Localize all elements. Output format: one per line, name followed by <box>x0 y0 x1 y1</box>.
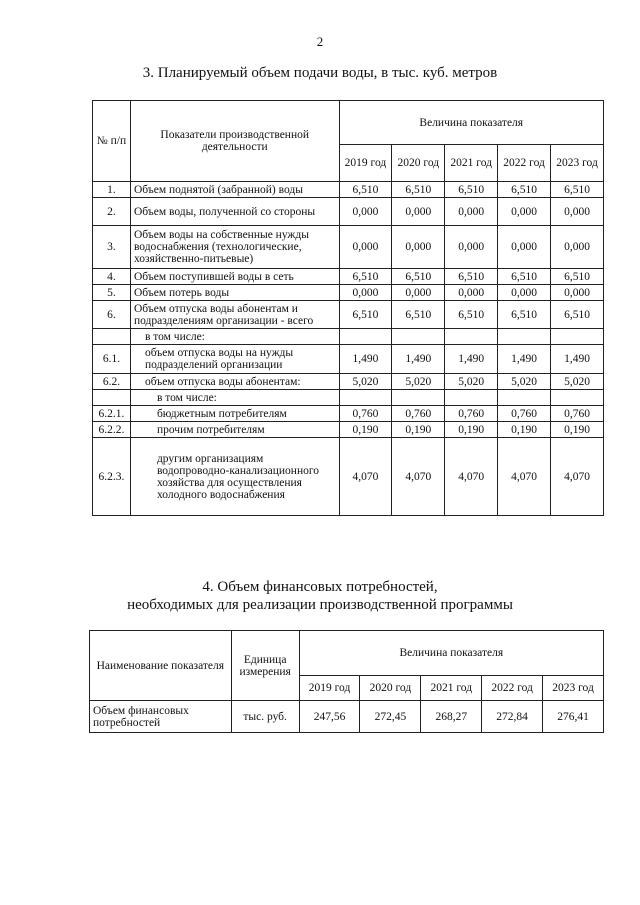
row-value: 0,760 <box>498 406 551 422</box>
water-supply-table <box>92 100 604 516</box>
header-year: 2022 год <box>498 145 551 182</box>
row-value: 6,510 <box>498 301 551 329</box>
row-value: 6,510 <box>339 269 392 285</box>
table-row <box>93 374 604 390</box>
row-value: 0,000 <box>498 285 551 301</box>
row-value: 6,510 <box>445 301 498 329</box>
row-value: 272,45 <box>360 701 421 733</box>
row-value: 6,510 <box>498 269 551 285</box>
row-label: Объем поднятой (забранной) воды <box>130 182 339 198</box>
row-value: 0,190 <box>445 422 498 438</box>
section4-title-line2: необходимых для реализации производственной программы <box>127 597 513 613</box>
row-label: объем отпуска воды абонентам: <box>130 374 339 390</box>
row-value <box>551 390 604 406</box>
row-number: 6.2.3. <box>93 438 131 516</box>
row-value: 5,020 <box>498 374 551 390</box>
header-year: 2019 год <box>299 676 360 701</box>
row-label: объем отпуска воды на нужды подразделений организации <box>130 345 339 374</box>
row-value: 1,490 <box>551 345 604 374</box>
row-value: 0,000 <box>339 285 392 301</box>
header-year: 2023 год <box>543 676 604 701</box>
row-value <box>498 329 551 345</box>
row-value <box>392 390 445 406</box>
row-number: 6.1. <box>93 345 131 374</box>
row-value: 247,56 <box>299 701 360 733</box>
header-year: 2023 год <box>551 145 604 182</box>
header-year: 2019 год <box>339 145 392 182</box>
row-value: 0,000 <box>445 285 498 301</box>
header-value-group: Величина показателя <box>339 101 603 145</box>
row-value: 6,510 <box>445 269 498 285</box>
table-row <box>93 438 604 516</box>
row-label: Объем потерь воды <box>130 285 339 301</box>
row-value: 276,41 <box>543 701 604 733</box>
row-value: 5,020 <box>445 374 498 390</box>
header-value-group: Величина показателя <box>299 631 603 676</box>
row-number: 6. <box>93 301 131 329</box>
section4-title <box>0 578 640 614</box>
row-value: 6,510 <box>445 182 498 198</box>
row-value: 0,190 <box>339 422 392 438</box>
table-row <box>93 198 604 226</box>
table-row <box>93 406 604 422</box>
row-value: 0,190 <box>392 422 445 438</box>
row-number: 6.2. <box>93 374 131 390</box>
row-number: 6.2.1. <box>93 406 131 422</box>
row-value: 4,070 <box>392 438 445 516</box>
row-label: Объем воды, полученной со стороны <box>130 198 339 226</box>
row-number: 3. <box>93 226 131 269</box>
row-number: 4. <box>93 269 131 285</box>
row-value: 0,760 <box>392 406 445 422</box>
row-value <box>498 390 551 406</box>
row-value: 0,000 <box>551 198 604 226</box>
row-value: 0,000 <box>498 226 551 269</box>
header-year: 2020 год <box>392 145 445 182</box>
table-row <box>90 701 604 733</box>
section4-title-line1: 4. Объем финансовых потребностей, <box>202 579 438 595</box>
header-name: Наименование показателя <box>90 631 232 701</box>
row-value: 6,510 <box>392 269 445 285</box>
row-value: 5,020 <box>551 374 604 390</box>
table-row <box>93 285 604 301</box>
row-value: 0,190 <box>498 422 551 438</box>
row-number <box>93 329 131 345</box>
header-unit: Единица измерения <box>231 631 299 701</box>
row-value: 0,000 <box>339 198 392 226</box>
table-row <box>93 329 604 345</box>
row-value: 6,510 <box>551 301 604 329</box>
row-value: 0,760 <box>551 406 604 422</box>
row-label: в том числе: <box>130 329 339 345</box>
table-row <box>93 422 604 438</box>
row-number: 5. <box>93 285 131 301</box>
row-value: 0,190 <box>551 422 604 438</box>
row-label: прочим потребителям <box>130 422 339 438</box>
row-value <box>551 329 604 345</box>
header-year: 2021 год <box>421 676 482 701</box>
row-value: 5,020 <box>392 374 445 390</box>
table-row <box>93 345 604 374</box>
row-value: 0,000 <box>551 226 604 269</box>
row-value: 4,070 <box>445 438 498 516</box>
row-value <box>339 390 392 406</box>
row-value: 4,070 <box>339 438 392 516</box>
page-number: 2 <box>316 34 324 49</box>
row-value: 6,510 <box>339 182 392 198</box>
row-value: 6,510 <box>551 269 604 285</box>
row-value: 0,000 <box>551 285 604 301</box>
row-number: 6.2.2. <box>93 422 131 438</box>
row-value <box>445 329 498 345</box>
table-row <box>93 269 604 285</box>
header-year: 2021 год <box>445 145 498 182</box>
table-row <box>93 301 604 329</box>
table-row <box>93 226 604 269</box>
row-value: 6,510 <box>339 301 392 329</box>
row-value: 6,510 <box>392 182 445 198</box>
table-row <box>93 182 604 198</box>
row-value: 0,000 <box>445 198 498 226</box>
row-value: 6,510 <box>551 182 604 198</box>
row-value: 1,490 <box>392 345 445 374</box>
row-label: Объем отпуска воды абонентам и подразделениям организации - всего <box>130 301 339 329</box>
row-label: другим организациям водопроводно-канализационного хозяйства для осуществления холодного водоснабжения <box>130 438 339 516</box>
row-number: 2. <box>93 198 131 226</box>
row-value: 0,000 <box>498 198 551 226</box>
row-unit: тыс. руб. <box>231 701 299 733</box>
row-value: 0,760 <box>445 406 498 422</box>
row-value: 4,070 <box>498 438 551 516</box>
header-indicator: Показатели производственной деятельности <box>130 101 339 182</box>
row-value: 0,000 <box>392 285 445 301</box>
row-label: бюджетным потребителям <box>130 406 339 422</box>
row-value: 5,020 <box>339 374 392 390</box>
financial-needs-table <box>89 630 604 733</box>
row-value: 1,490 <box>498 345 551 374</box>
row-value: 4,070 <box>551 438 604 516</box>
row-value <box>339 329 392 345</box>
row-label: в том числе: <box>130 390 339 406</box>
row-value: 0,760 <box>339 406 392 422</box>
row-value: 0,000 <box>392 226 445 269</box>
row-value: 272,84 <box>482 701 543 733</box>
row-value <box>445 390 498 406</box>
header-num: № п/п <box>93 101 131 182</box>
row-value: 268,27 <box>421 701 482 733</box>
row-value: 0,000 <box>392 198 445 226</box>
row-value <box>392 329 445 345</box>
row-value: 0,000 <box>445 226 498 269</box>
row-value: 6,510 <box>498 182 551 198</box>
row-value: 0,000 <box>339 226 392 269</box>
row-label: Объем поступившей воды в сеть <box>130 269 339 285</box>
row-value: 6,510 <box>392 301 445 329</box>
row-number: 1. <box>93 182 131 198</box>
header-year: 2022 год <box>482 676 543 701</box>
row-label: Объем воды на собственные нужды водоснабжения (технологические, хозяйственно-питьевые) <box>130 226 339 269</box>
row-value: 1,490 <box>445 345 498 374</box>
row-value: 1,490 <box>339 345 392 374</box>
row-name: Объем финансовых потребностей <box>90 701 232 733</box>
section3-title: 3. Планируемый объем подачи воды, в тыс. куб. метров <box>142 65 498 81</box>
header-year: 2020 год <box>360 676 421 701</box>
table-row <box>93 390 604 406</box>
row-number <box>93 390 131 406</box>
